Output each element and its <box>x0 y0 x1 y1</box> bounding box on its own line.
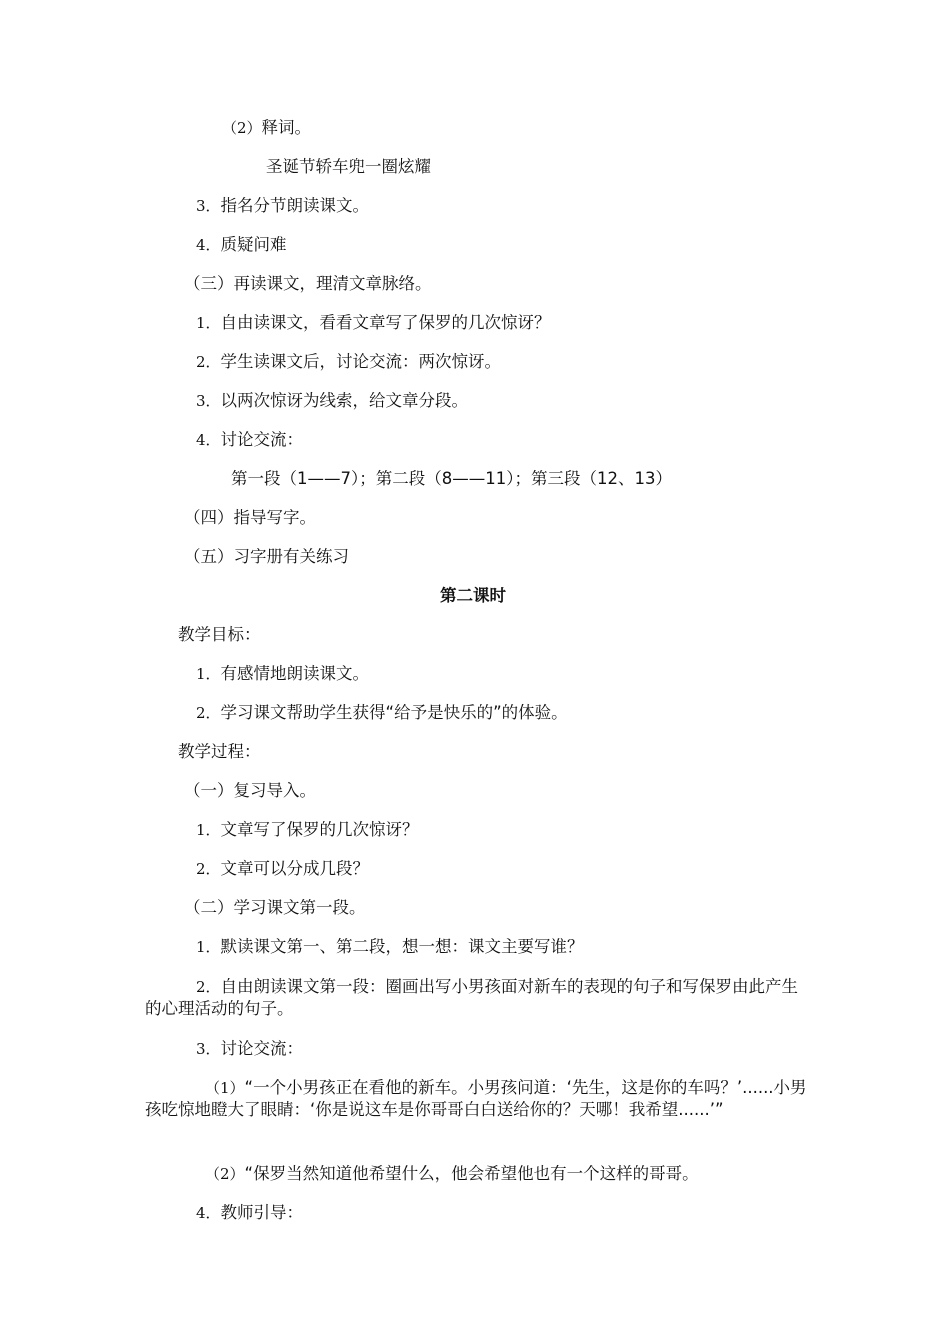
paragraph-line <box>196 390 468 412</box>
item-number: 3． <box>196 392 221 410</box>
paragraph-line <box>196 1202 303 1224</box>
line-text: 有感情地朗读课文。 <box>220 664 370 683</box>
line-text: 讨论交流： <box>220 1039 304 1058</box>
line-text: “保罗当然知道他希望什么，他会希望他也有一个这样的哥哥。 <box>244 1164 699 1183</box>
item-number: 2． <box>196 704 221 722</box>
line-text: （一）复习导入。 <box>184 781 316 800</box>
line-text: 学习课文帮助学生获得“给予是快乐的”的体验。 <box>220 703 568 722</box>
paragraph-line <box>222 117 311 139</box>
section-heading <box>184 507 316 529</box>
item-number: 1． <box>196 938 221 956</box>
section-heading <box>184 897 366 919</box>
paragraph-block <box>145 976 810 1020</box>
section-heading <box>184 546 349 568</box>
item-number: 2． <box>196 978 221 996</box>
line-text: 第二课时 <box>440 586 506 605</box>
paragraph-line <box>196 234 287 256</box>
line-text: 释词。 <box>261 118 312 137</box>
line-text: “一个小男孩正在看他的新车。小男孩问道：‘先生，这是你的车吗？’......小男孩吃惊地瞪大了眼睛：‘你是说这车是你哥哥白白送给你的？天哪！我希望......’” <box>145 1078 807 1119</box>
item-number: 1． <box>196 821 221 839</box>
paragraph-line <box>196 702 568 724</box>
item-number: （2） <box>222 119 262 137</box>
item-number: （1） <box>205 1079 245 1097</box>
section-heading <box>184 780 316 802</box>
item-number: 1． <box>196 314 221 332</box>
line-text: 文章可以分成几段？ <box>220 859 370 878</box>
item-number: 3． <box>196 1040 221 1058</box>
paragraph-line <box>178 741 261 763</box>
line-text: 学生读课文后，讨论交流：两次惊讶。 <box>220 352 502 371</box>
line-text: 教学过程： <box>178 742 261 761</box>
line-text: （四）指导写字。 <box>184 508 316 527</box>
paragraph-line <box>196 1038 303 1060</box>
line-text: 教师引导： <box>220 1203 304 1222</box>
paragraph-line <box>205 1163 699 1185</box>
paragraph-line <box>196 429 303 451</box>
item-number: 2． <box>196 353 221 371</box>
line-text: 指名分节朗读课文。 <box>220 196 370 215</box>
line-text: 默读课文第一、第二段，想一想：课文主要写谁？ <box>220 937 584 956</box>
line-text: 质疑问难 <box>220 235 287 254</box>
lesson-title <box>440 585 506 607</box>
line-text: 自由读课文，看看文章写了保罗的几次惊讶？ <box>220 313 551 332</box>
paragraph-line <box>178 624 261 646</box>
paragraph-line <box>196 195 369 217</box>
line-text: 教学目标： <box>178 625 261 644</box>
line-text: （五）习字册有关练习 <box>184 547 349 566</box>
item-number: 3． <box>196 197 221 215</box>
paragraph-line <box>196 819 419 841</box>
line-text: 自由朗读课文第一段：圈画出写小男孩面对新车的表现的句子和写保罗由此产生的心理活动的句子。 <box>145 977 799 1018</box>
paragraph-line <box>231 468 672 490</box>
item-number: 4． <box>196 431 221 449</box>
paragraph-line <box>196 663 369 685</box>
line-text: 圣诞节轿车兜一圈炫耀 <box>266 157 431 176</box>
item-number: （2） <box>205 1165 245 1183</box>
paragraph-block <box>145 1077 810 1121</box>
paragraph-line <box>196 351 501 373</box>
paragraph-line <box>196 936 584 958</box>
item-number: 4． <box>196 236 221 254</box>
paragraph-line <box>266 156 431 178</box>
section-heading <box>184 273 432 295</box>
item-number: 4． <box>196 1204 221 1222</box>
line-text: 第一段（1——7）；第二段（8——11）；第三段（12、13） <box>231 469 672 488</box>
item-number: 2． <box>196 860 221 878</box>
item-number: 1． <box>196 665 221 683</box>
line-text: （三）再读课文，理清文章脉络。 <box>184 274 432 293</box>
paragraph-line <box>196 312 551 334</box>
paragraph-line <box>196 858 369 880</box>
line-text: （二）学习课文第一段。 <box>184 898 366 917</box>
line-text: 文章写了保罗的几次惊讶？ <box>220 820 419 839</box>
line-text: 讨论交流： <box>220 430 304 449</box>
line-text: 以两次惊讶为线索，给文章分段。 <box>220 391 469 410</box>
